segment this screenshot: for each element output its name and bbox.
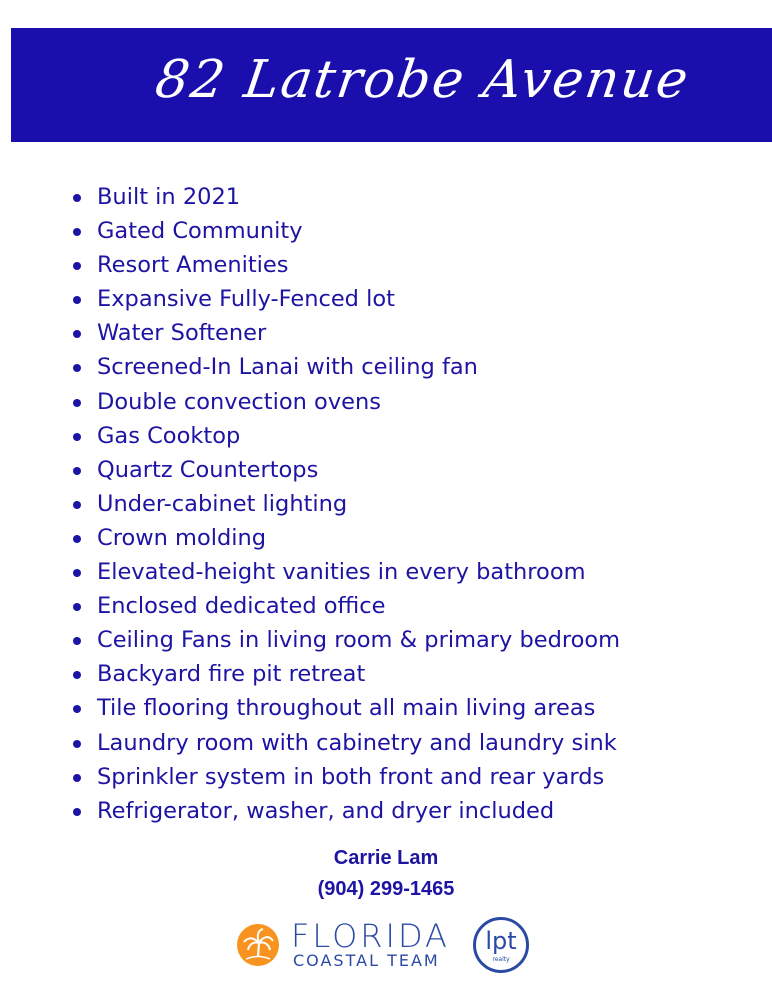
bullet-icon (73, 467, 81, 475)
bullet-icon (73, 603, 81, 611)
feature-item (0, 555, 620, 589)
feature-text: Sprinkler system in both front and rear yards (97, 763, 605, 790)
feature-text: Refrigerator, washer, and dryer included (97, 797, 555, 824)
feature-item (0, 350, 620, 384)
feature-item (0, 180, 620, 214)
lpt-realty-badge (473, 917, 529, 973)
agent-name: Carrie Lam (333, 847, 439, 869)
bullet-icon (73, 705, 81, 713)
feature-text: Gas Cooktop (97, 422, 241, 449)
feature-text: Water Softener (97, 320, 267, 347)
feature-item (0, 760, 620, 794)
feature-text: Resort Amenities (97, 252, 289, 279)
feature-text: Expansive Fully-Fenced lot (97, 286, 395, 313)
feature-item (0, 214, 620, 248)
feature-item (0, 521, 620, 555)
feature-item (0, 316, 620, 350)
feature-item (0, 726, 620, 760)
bullet-icon (73, 364, 81, 372)
feature-text: Backyard fire pit retreat (97, 661, 366, 688)
logo-sub-text: COASTAL TEAM (293, 951, 440, 970)
agent-phone: (904) 299-1465 (317, 878, 455, 900)
bullet-icon (73, 433, 81, 441)
header-banner (11, 28, 772, 142)
feature-item (0, 385, 620, 419)
feature-item (0, 794, 620, 828)
lpt-badge-text: lpt (485, 927, 517, 955)
bullet-icon (73, 296, 81, 304)
bullet-icon (73, 637, 81, 645)
bullet-icon (73, 399, 81, 407)
bullet-icon (73, 330, 81, 338)
feature-text: Screened-In Lanai with ceiling fan (97, 354, 478, 381)
lpt-badge-subtext: realty (492, 956, 510, 963)
bullet-icon (73, 740, 81, 748)
florida-coastal-team-logo (236, 915, 536, 977)
feature-text: Quartz Countertops (97, 456, 319, 483)
feature-text: Enclosed dedicated office (97, 593, 386, 620)
page-title: 82 Latrobe Avenue (151, 50, 694, 110)
bullet-icon (73, 501, 81, 509)
feature-item (0, 453, 620, 487)
logo-main-text: FLORIDA (291, 917, 450, 955)
bullet-icon (73, 671, 81, 679)
feature-text: Tile flooring throughout all main living areas (97, 695, 596, 722)
feature-item (0, 589, 620, 623)
bullet-icon (73, 262, 81, 270)
feature-text: Ceiling Fans in living room & primary bedroom (97, 627, 621, 654)
feature-item (0, 657, 620, 691)
bullet-icon (73, 194, 81, 202)
feature-item (0, 487, 620, 521)
feature-item (0, 282, 620, 316)
bullet-icon (73, 228, 81, 236)
feature-text: Crown molding (97, 524, 267, 551)
feature-text: Built in 2021 (97, 184, 241, 210)
feature-text: Double convection ovens (97, 388, 381, 415)
feature-list (0, 180, 620, 828)
feature-item (0, 691, 620, 725)
bullet-icon (73, 535, 81, 543)
feature-item (0, 419, 620, 453)
feature-text: Laundry room with cabinetry and laundry sink (97, 729, 617, 756)
feature-text: Elevated-height vanities in every bathroom (97, 559, 586, 586)
bullet-icon (73, 808, 81, 816)
bullet-icon (73, 774, 81, 782)
feature-text: Gated Community (97, 218, 303, 245)
bullet-icon (73, 569, 81, 577)
feature-text: Under-cabinet lighting (97, 490, 348, 517)
feature-item (0, 623, 620, 657)
feature-item (0, 248, 620, 282)
palm-sun-icon (236, 923, 280, 967)
